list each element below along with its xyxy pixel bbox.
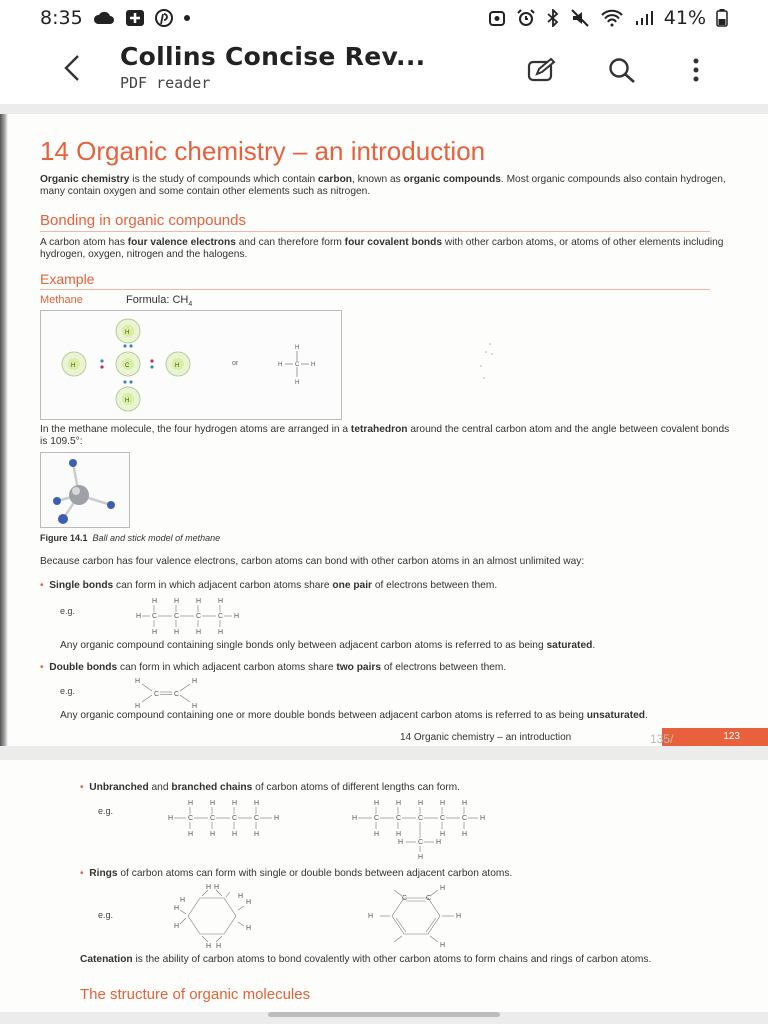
svg-text:H: H xyxy=(462,800,468,807)
svg-text:H: H xyxy=(71,363,76,369)
search-button[interactable] xyxy=(602,50,642,90)
text-run: organic compounds xyxy=(403,174,501,185)
edit-button[interactable] xyxy=(522,50,562,90)
bluetooth-icon xyxy=(546,9,560,27)
gesture-home-bar[interactable] xyxy=(268,1012,500,1017)
plus-box-icon xyxy=(125,9,145,27)
formula-subscript: 4 xyxy=(188,301,193,309)
page-number-tab: 123 xyxy=(662,728,768,746)
figure-caption-text: Ball and stick model of methane xyxy=(92,533,221,543)
svg-text:H: H xyxy=(206,884,212,891)
text-run: can form in which adjacent carbon atoms share xyxy=(113,580,333,591)
svg-text:H: H xyxy=(246,925,252,932)
svg-text:H: H xyxy=(456,913,462,920)
svg-text:H: H xyxy=(216,943,222,948)
text-run: and xyxy=(148,782,172,793)
more-options-button[interactable] xyxy=(676,50,716,90)
svg-text:H: H xyxy=(246,899,252,906)
svg-text:H: H xyxy=(125,330,130,336)
ball-and-stick-model-image xyxy=(41,453,129,527)
text-run: Single bonds xyxy=(49,580,114,591)
cloud-icon xyxy=(93,11,115,25)
svg-text:H: H xyxy=(398,839,404,846)
bullet-icon: • xyxy=(80,782,84,793)
text-run: around the central carbon atom and the angle between covalent bonds is 109.5°: xyxy=(40,424,730,447)
section-heading-bonding: Bonding in organic compounds xyxy=(40,212,246,229)
svg-text:H: H xyxy=(352,815,358,822)
wifi-icon xyxy=(600,9,624,27)
svg-text:C: C xyxy=(188,815,194,822)
text-run: Rings xyxy=(89,868,118,879)
pinterest-icon xyxy=(155,9,173,27)
text-run: branched chains xyxy=(171,782,253,793)
svg-text:C: C xyxy=(125,363,130,369)
pdf-page-2[interactable] xyxy=(0,760,768,1012)
chevron-left-icon xyxy=(60,53,84,83)
text-run: Catenation xyxy=(80,954,133,965)
text-run: , known as xyxy=(352,174,404,185)
page-indicator[interactable]: 135/ xyxy=(650,732,674,746)
text-run: saturated xyxy=(546,640,593,651)
svg-text:C: C xyxy=(254,815,260,822)
figure-caption xyxy=(40,533,220,543)
svg-text:H: H xyxy=(295,380,300,386)
text-run: In the methane molecule, the four hydrogen atoms are arranged in a xyxy=(40,424,351,435)
battery-icon xyxy=(716,9,728,27)
svg-text:H: H xyxy=(174,598,180,605)
svg-text:H: H xyxy=(274,815,280,822)
text-run: of carbon atoms of different lengths can form. xyxy=(252,782,460,793)
unbranched-chain-structure xyxy=(166,798,296,840)
scan-artifact xyxy=(472,338,502,388)
text-run: Unbranched xyxy=(89,782,149,793)
svg-text:H: H xyxy=(396,831,402,838)
bullet-icon: • xyxy=(40,580,44,591)
section-heading-structure: The structure of organic molecules xyxy=(80,986,311,1003)
app-subtitle: PDF reader xyxy=(120,74,211,92)
text-run: with other carbon atoms, or atoms of other elements including hydrogen, oxygen, nitrogen and the halogens. xyxy=(40,237,724,260)
svg-text:H: H xyxy=(152,598,158,605)
svg-text:C: C xyxy=(152,613,158,620)
svg-text:H: H xyxy=(192,703,198,710)
svg-text:H: H xyxy=(440,831,446,838)
svg-text:C: C xyxy=(232,815,238,822)
eg-label: e.g. xyxy=(60,686,76,696)
svg-text:H: H xyxy=(135,678,141,685)
svg-text:C: C xyxy=(174,691,180,698)
because-paragraph: Because carbon has four valence electrons, carbon atoms can bond with other carbon atoms in an almost unlimited way: xyxy=(40,556,585,567)
app-bar xyxy=(0,36,768,104)
status-right xyxy=(488,7,728,29)
search-icon xyxy=(607,56,637,84)
svg-text:H: H xyxy=(418,854,424,860)
svg-text:C: C xyxy=(462,815,468,822)
svg-text:H: H xyxy=(180,897,186,904)
svg-text:C: C xyxy=(154,691,160,698)
unsaturated-paragraph xyxy=(60,710,710,722)
svg-text:C: C xyxy=(196,613,202,620)
text-run: four valence electrons xyxy=(127,237,236,248)
text-run: and can therefore form xyxy=(235,237,345,248)
methane-formula xyxy=(126,294,192,308)
eg-label: e.g. xyxy=(98,806,114,816)
methane-diagram-box xyxy=(40,310,342,420)
text-run: unsaturated xyxy=(586,710,645,721)
text-run: Any organic compound containing one or more double bonds between adjacent carbon atoms is referred to as being xyxy=(60,710,587,721)
svg-text:C: C xyxy=(402,895,408,902)
methane-dot-cross-diagram xyxy=(41,311,341,419)
svg-text:H: H xyxy=(175,363,180,369)
mute-icon xyxy=(570,9,590,27)
benzene-structure xyxy=(366,884,476,948)
ball-stick-figure-box xyxy=(40,452,130,528)
status-time: 8:35 xyxy=(40,7,83,29)
text-run: is the ability of carbon atoms to bond covalently with other carbon atoms to form chains and rings of carbon atoms. xyxy=(132,954,652,965)
notification-dot-icon xyxy=(183,14,191,22)
svg-text:H: H xyxy=(440,942,446,948)
rings-bullet xyxy=(80,868,740,880)
svg-text:H: H xyxy=(232,831,238,838)
text-run: . xyxy=(592,640,596,651)
svg-text:H: H xyxy=(125,398,130,404)
text-run: two pairs xyxy=(336,662,382,673)
text-run: of electrons between them. xyxy=(372,580,498,591)
svg-text:H: H xyxy=(418,800,424,807)
pdf-page-1[interactable] xyxy=(0,114,768,746)
section-rule xyxy=(40,289,710,290)
text-run: Any organic compound containing single bonds only between adjacent carbon atoms is referred to as being xyxy=(60,640,547,651)
text-run: of electrons between them. xyxy=(381,662,507,673)
svg-text:H: H xyxy=(210,800,216,807)
section-rule xyxy=(40,231,710,232)
edit-icon xyxy=(527,57,557,83)
tetrahedron-paragraph xyxy=(40,424,730,447)
svg-text:H: H xyxy=(462,831,468,838)
svg-text:H: H xyxy=(174,905,180,912)
svg-text:H: H xyxy=(238,893,244,900)
text-run: one pair xyxy=(332,580,373,591)
formula-text: Formula: CH xyxy=(126,294,189,306)
signal-icon xyxy=(634,10,654,26)
svg-text:H: H xyxy=(368,913,374,920)
svg-text:C: C xyxy=(210,815,216,822)
text-run: A carbon atom has xyxy=(40,237,128,248)
svg-text:H: H xyxy=(374,831,380,838)
intro-paragraph xyxy=(40,174,730,197)
text-run: Double bonds xyxy=(49,662,118,673)
saturated-paragraph xyxy=(60,640,710,652)
ethene-structure xyxy=(130,676,210,710)
eg-label: e.g. xyxy=(60,606,76,616)
or-word: or xyxy=(232,360,239,367)
svg-text:H: H xyxy=(436,839,442,846)
svg-text:H: H xyxy=(295,345,300,351)
double-bonds-bullet xyxy=(40,662,730,674)
svg-text:H: H xyxy=(206,943,212,948)
text-run: carbon xyxy=(318,174,353,185)
svg-text:H: H xyxy=(311,362,316,368)
svg-text:H: H xyxy=(152,629,158,636)
document-title: Collins Concise Rev... xyxy=(120,42,426,71)
page-edge-shadow xyxy=(0,114,8,746)
svg-text:H: H xyxy=(196,598,202,605)
svg-text:H: H xyxy=(232,800,238,807)
svg-text:H: H xyxy=(188,831,194,838)
svg-text:C: C xyxy=(396,815,402,822)
svg-text:H: H xyxy=(135,703,141,710)
svg-text:H: H xyxy=(218,629,224,636)
svg-text:H: H xyxy=(254,800,260,807)
svg-text:H: H xyxy=(196,629,202,636)
svg-text:H: H xyxy=(210,831,216,838)
eg-label: e.g. xyxy=(98,910,114,920)
running-footer: 14 Organic chemistry – an introduction xyxy=(400,732,572,743)
svg-text:C: C xyxy=(174,613,180,620)
app-titles xyxy=(120,42,425,92)
battery-percent: 41% xyxy=(663,7,706,29)
svg-text:H: H xyxy=(440,885,446,892)
svg-text:H: H xyxy=(168,815,174,822)
svg-text:H: H xyxy=(480,815,486,822)
cyclohexane-structure xyxy=(166,884,266,948)
svg-text:H: H xyxy=(254,831,260,838)
text-run: tetrahedron xyxy=(350,424,408,435)
text-run: . xyxy=(645,710,648,721)
svg-text:C: C xyxy=(374,815,380,822)
svg-text:H: H xyxy=(396,800,402,807)
status-left xyxy=(40,7,191,29)
figure-number: Figure 14.1 xyxy=(40,533,88,543)
svg-text:C: C xyxy=(440,815,446,822)
alarm-icon xyxy=(488,9,506,27)
alarm-clock-icon xyxy=(516,9,536,27)
text-run: can form in which adjacent carbon atoms share xyxy=(117,662,337,673)
single-bonds-bullet xyxy=(40,580,730,592)
text-run: is the study of compounds which contain xyxy=(129,174,319,185)
bullet-icon: • xyxy=(40,662,44,673)
catenation-paragraph xyxy=(80,954,740,966)
svg-text:H: H xyxy=(136,613,142,620)
svg-text:C: C xyxy=(218,613,224,620)
chains-bullet xyxy=(80,782,740,794)
svg-text:C: C xyxy=(426,895,432,902)
chapter-title: 14 Organic chemistry – an introduction xyxy=(40,136,486,166)
svg-text:H: H xyxy=(192,678,198,685)
status-bar xyxy=(0,0,768,36)
svg-text:H: H xyxy=(440,800,446,807)
svg-text:C: C xyxy=(295,362,300,368)
back-button[interactable] xyxy=(52,48,92,88)
example-heading: Example xyxy=(40,271,95,287)
svg-text:H: H xyxy=(214,884,220,891)
svg-text:H: H xyxy=(234,613,240,620)
text-run: of carbon atoms can form with single or double bonds between adjacent carbon atoms. xyxy=(117,868,513,879)
svg-text:H: H xyxy=(174,923,180,930)
text-run: four covalent bonds xyxy=(344,237,443,248)
methane-label: Methane xyxy=(40,294,83,306)
svg-text:C: C xyxy=(418,839,424,846)
bonding-paragraph xyxy=(40,237,730,260)
svg-text:H: H xyxy=(278,362,283,368)
branched-chain-structure xyxy=(350,798,500,860)
svg-text:C: C xyxy=(418,815,424,822)
more-vert-icon xyxy=(691,56,701,84)
butane-structure xyxy=(134,596,254,636)
svg-text:H: H xyxy=(188,800,194,807)
svg-text:H: H xyxy=(218,598,224,605)
text-run: . Most organic compounds also contain hydrogen, many contain oxygen and some contain other elements such as nitrogen. xyxy=(40,174,726,197)
svg-text:H: H xyxy=(374,800,380,807)
bullet-icon: • xyxy=(80,868,84,879)
svg-text:H: H xyxy=(174,629,180,636)
text-run: Organic chemistry xyxy=(40,174,130,185)
